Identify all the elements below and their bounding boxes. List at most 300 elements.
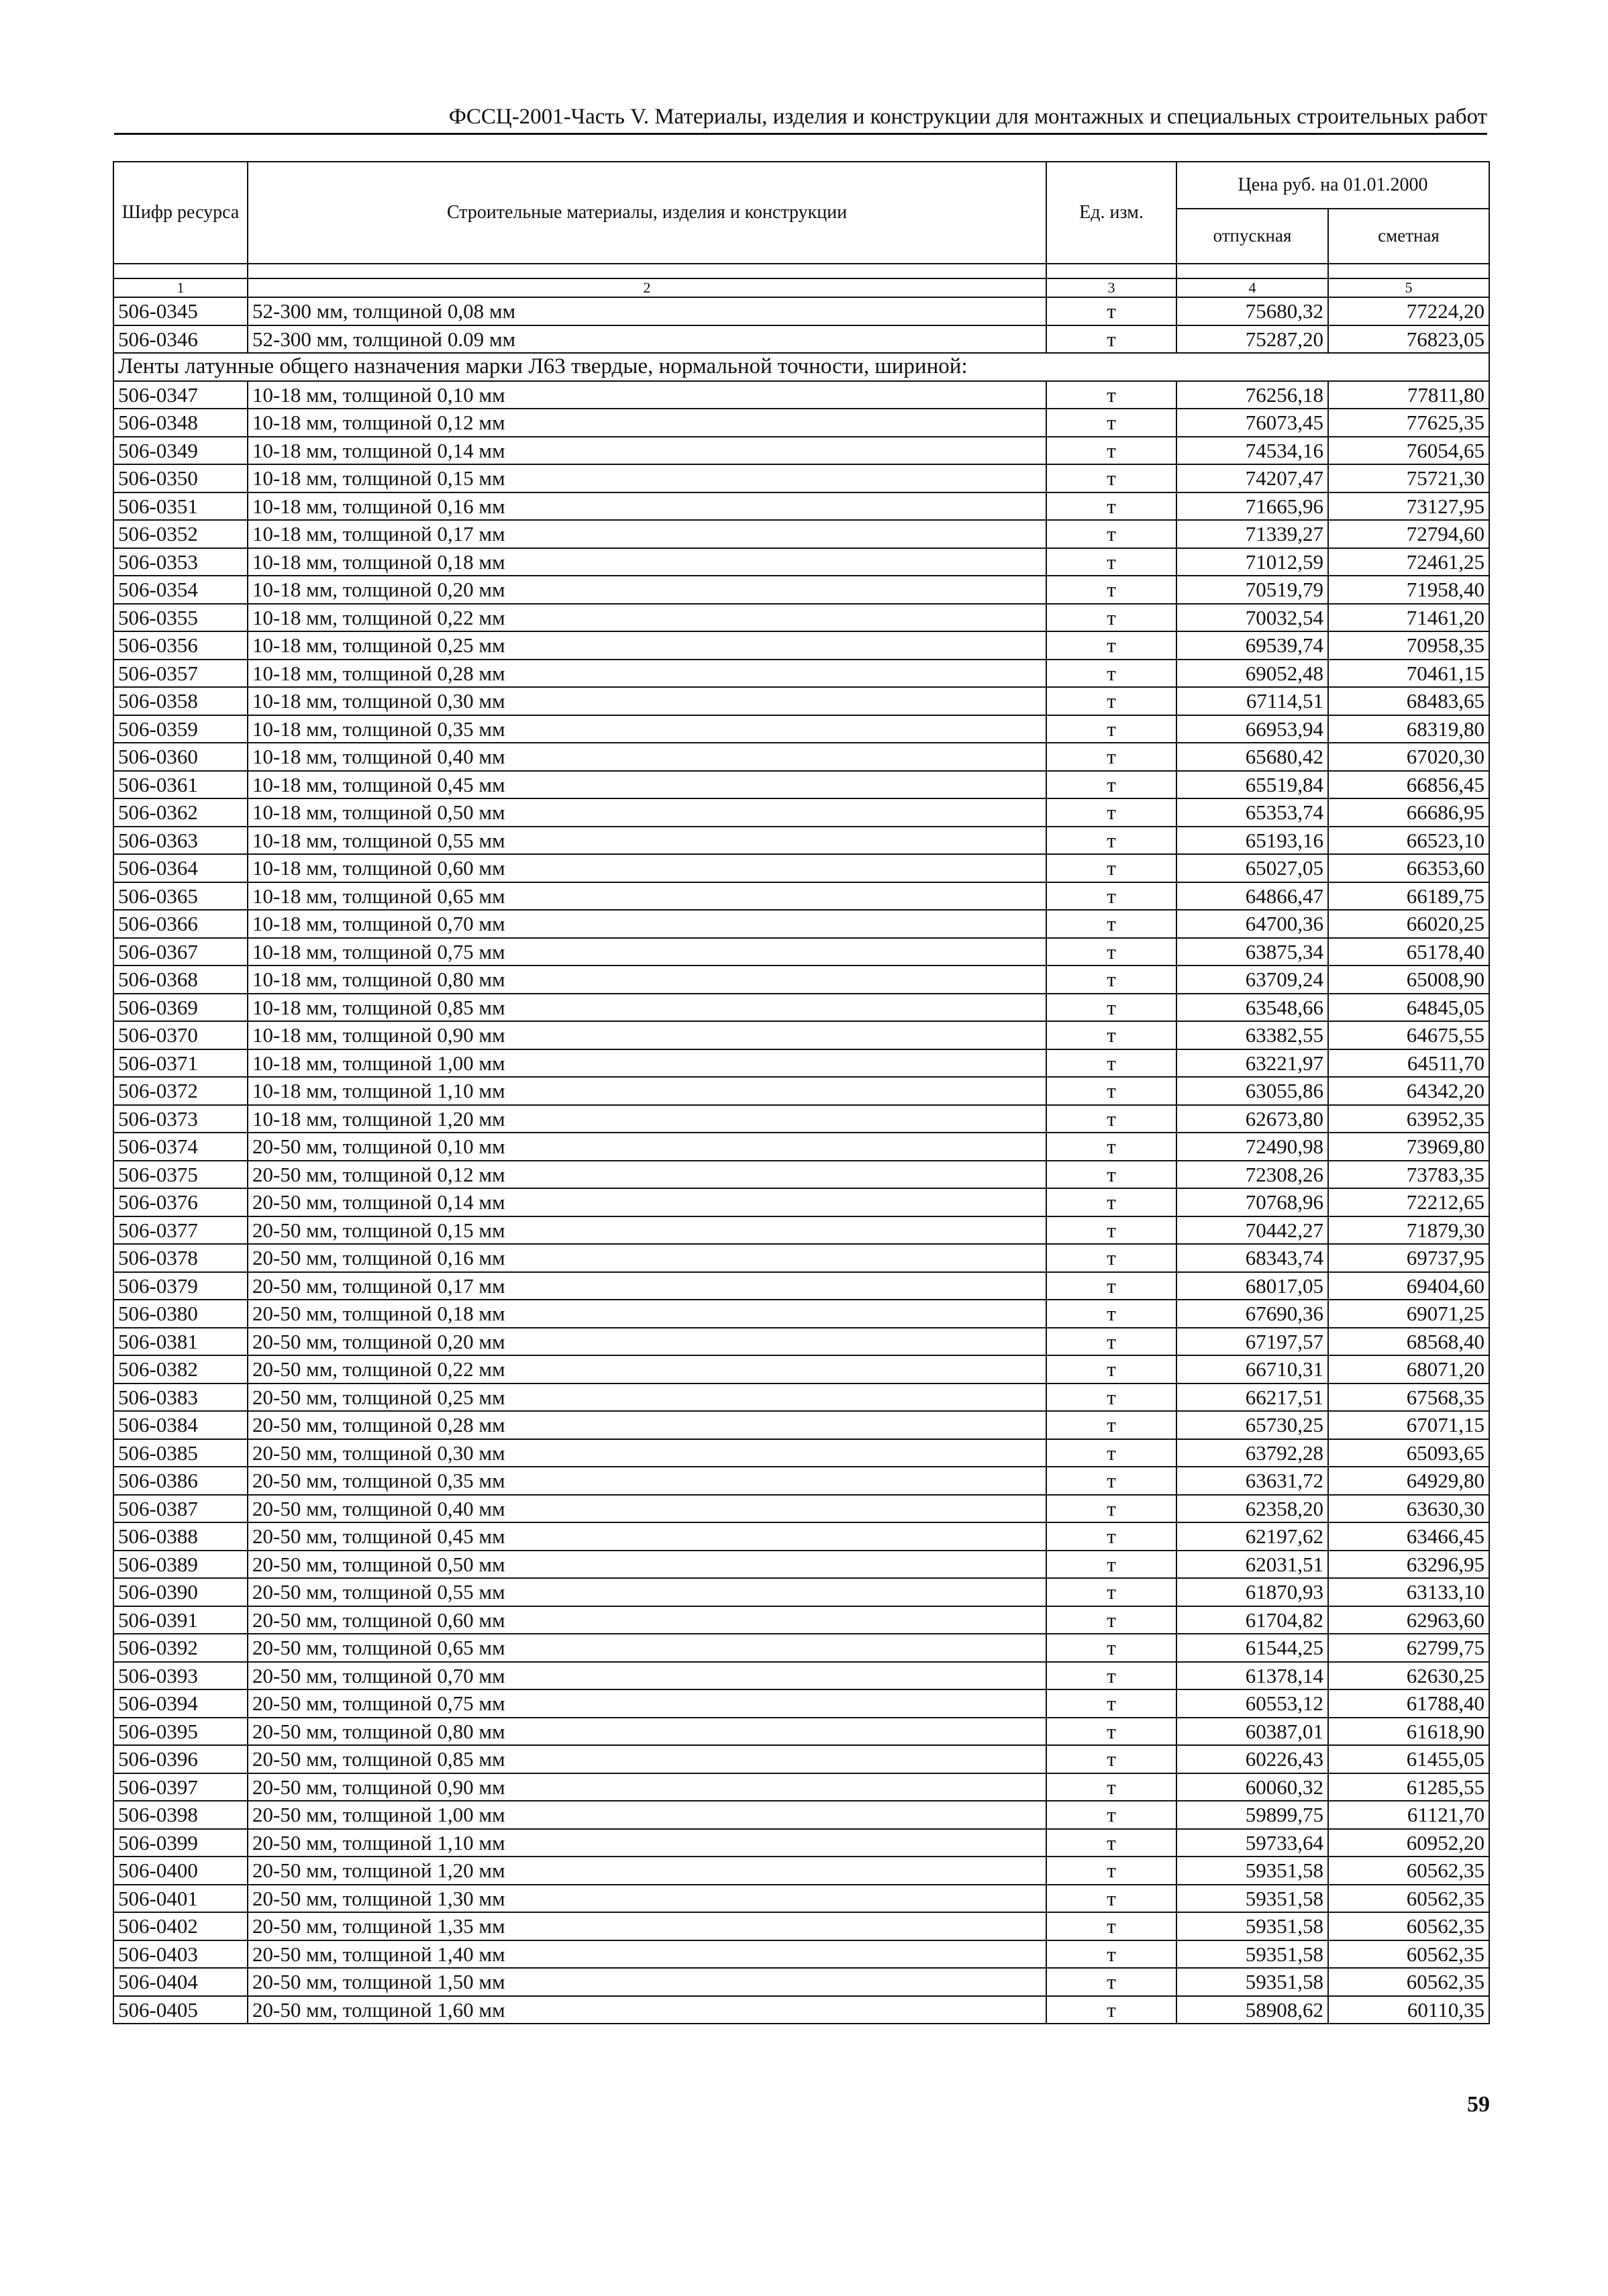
table-row [113, 1634, 1489, 1662]
table-row [113, 1968, 1489, 1996]
material-name-cell: 20-50 мм, толщиной 1,50 мм [248, 1968, 1046, 1996]
release-price-cell: 71339,27 [1176, 520, 1328, 548]
unit-cell: т [1046, 1355, 1176, 1384]
release-price-cell: 65730,25 [1176, 1411, 1328, 1439]
table-row [113, 1021, 1489, 1049]
resource-code-cell: 506-0382 [113, 1355, 248, 1384]
estimate-price-cell: 66353,60 [1328, 854, 1489, 882]
table-row [113, 1522, 1489, 1551]
resource-code-cell: 506-0403 [113, 1940, 248, 1969]
unit-cell: т [1046, 1968, 1176, 1996]
table-row [113, 938, 1489, 966]
table-row [113, 631, 1489, 660]
unit-cell: т [1046, 771, 1176, 799]
material-name-cell: 20-50 мм, толщиной 0,10 мм [248, 1133, 1046, 1161]
table-row [113, 687, 1489, 715]
table-row [113, 1355, 1489, 1384]
table-row [113, 994, 1489, 1022]
release-price-cell: 60060,32 [1176, 1773, 1328, 1802]
table-row [113, 1188, 1489, 1216]
resource-code-cell: 506-0376 [113, 1188, 248, 1216]
table-row [113, 1662, 1489, 1690]
release-price-cell: 71665,96 [1176, 492, 1328, 521]
material-name-cell: 10-18 мм, толщиной 0,90 мм [248, 1021, 1046, 1049]
material-name-cell: 20-50 мм, толщиной 1,00 мм [248, 1801, 1046, 1829]
material-name-cell: 20-50 мм, толщиной 0,28 мм [248, 1411, 1046, 1439]
table-row [113, 910, 1489, 938]
table-row [113, 1829, 1489, 1857]
unit-cell: т [1046, 882, 1176, 910]
material-name-cell: 20-50 мм, толщиной 0,22 мм [248, 1355, 1046, 1384]
unit-cell: т [1046, 437, 1176, 465]
material-name-cell: 20-50 мм, толщиной 0,55 мм [248, 1578, 1046, 1606]
release-price-cell: 59351,58 [1176, 1968, 1328, 1996]
unit-cell: т [1046, 1049, 1176, 1078]
resource-code-cell: 506-0360 [113, 743, 248, 771]
resource-code-cell: 506-0393 [113, 1662, 248, 1690]
estimate-price-cell: 66856,45 [1328, 771, 1489, 799]
estimate-price-cell: 71879,30 [1328, 1216, 1489, 1245]
estimate-price-cell: 61788,40 [1328, 1689, 1489, 1718]
release-price-cell: 68343,74 [1176, 1244, 1328, 1272]
header-price-group: Цена руб. на 01.01.2000 [1176, 162, 1489, 209]
unit-cell: т [1046, 1244, 1176, 1272]
release-price-cell: 63792,28 [1176, 1439, 1328, 1467]
unit-cell: т [1046, 297, 1176, 325]
material-name-cell: 20-50 мм, толщиной 1,60 мм [248, 1996, 1046, 2024]
material-name-cell: 20-50 мм, толщиной 0,65 мм [248, 1634, 1046, 1662]
material-name-cell: 52-300 мм, толщиной 0.09 мм [248, 325, 1046, 354]
table-row [113, 1745, 1489, 1773]
material-name-cell: 20-50 мм, толщиной 0,15 мм [248, 1216, 1046, 1245]
table-row [113, 1411, 1489, 1439]
unit-cell: т [1046, 409, 1176, 437]
release-price-cell: 67690,36 [1176, 1300, 1328, 1328]
estimate-price-cell: 70461,15 [1328, 660, 1489, 688]
resource-code-cell: 506-0401 [113, 1885, 248, 1913]
unit-cell: т [1046, 1467, 1176, 1495]
page-number: 59 [1467, 2092, 1490, 2117]
unit-cell: т [1046, 325, 1176, 354]
material-name-cell: 20-50 мм, толщиной 0,20 мм [248, 1328, 1046, 1356]
material-name-cell: 20-50 мм, толщиной 0,50 мм [248, 1551, 1046, 1579]
resource-code-cell: 506-0385 [113, 1439, 248, 1467]
column-number: 4 [1176, 278, 1328, 297]
resource-code-cell: 506-0361 [113, 771, 248, 799]
unit-cell: т [1046, 660, 1176, 688]
material-name-cell: 10-18 мм, толщиной 1,20 мм [248, 1105, 1046, 1133]
estimate-price-cell: 62630,25 [1328, 1662, 1489, 1690]
material-name-cell: 20-50 мм, толщиной 0,60 мм [248, 1606, 1046, 1634]
table-row [113, 297, 1489, 325]
table-row [113, 1133, 1489, 1161]
resource-code-cell: 506-0352 [113, 520, 248, 548]
column-number: 3 [1046, 278, 1176, 297]
table-row [113, 1105, 1489, 1133]
resource-code-cell: 506-0374 [113, 1133, 248, 1161]
estimate-price-cell: 66020,25 [1328, 910, 1489, 938]
unit-cell: т [1046, 715, 1176, 743]
material-name-cell: 20-50 мм, толщиной 0,25 мм [248, 1384, 1046, 1412]
resource-code-cell: 506-0347 [113, 381, 248, 409]
material-name-cell: 10-18 мм, толщиной 0,30 мм [248, 687, 1046, 715]
table-row [113, 325, 1489, 354]
resource-code-cell: 506-0349 [113, 437, 248, 465]
release-price-cell: 70032,54 [1176, 604, 1328, 632]
table-row [113, 1439, 1489, 1467]
estimate-price-cell: 72794,60 [1328, 520, 1489, 548]
resource-code-cell: 506-0380 [113, 1300, 248, 1328]
estimate-price-cell: 67020,30 [1328, 743, 1489, 771]
material-name-cell: 52-300 мм, толщиной 0,08 мм [248, 297, 1046, 325]
unit-cell: т [1046, 1773, 1176, 1802]
resource-code-cell: 506-0402 [113, 1912, 248, 1940]
release-price-cell: 65680,42 [1176, 743, 1328, 771]
release-price-cell: 63548,66 [1176, 994, 1328, 1022]
unit-cell: т [1046, 576, 1176, 604]
unit-cell: т [1046, 966, 1176, 994]
material-name-cell: 20-50 мм, толщиной 0,80 мм [248, 1718, 1046, 1746]
estimate-price-cell: 69404,60 [1328, 1272, 1489, 1300]
estimate-price-cell: 60562,35 [1328, 1940, 1489, 1969]
material-name-cell: 20-50 мм, толщиной 0,45 мм [248, 1522, 1046, 1551]
estimate-price-cell: 63630,30 [1328, 1495, 1489, 1523]
material-name-cell: 10-18 мм, толщиной 0,55 мм [248, 827, 1046, 855]
unit-cell: т [1046, 1634, 1176, 1662]
release-price-cell: 62358,20 [1176, 1495, 1328, 1523]
estimate-price-cell: 61618,90 [1328, 1718, 1489, 1746]
table-row [113, 1606, 1489, 1634]
estimate-price-cell: 68568,40 [1328, 1328, 1489, 1356]
estimate-price-cell: 73969,80 [1328, 1133, 1489, 1161]
group-heading-row [113, 353, 1489, 381]
material-name-cell: 10-18 мм, толщиной 0,35 мм [248, 715, 1046, 743]
release-price-cell: 59351,58 [1176, 1857, 1328, 1885]
resource-code-cell: 506-0377 [113, 1216, 248, 1245]
table-row [113, 409, 1489, 437]
unit-cell: т [1046, 1411, 1176, 1439]
release-price-cell: 67197,57 [1176, 1328, 1328, 1356]
unit-cell: т [1046, 1105, 1176, 1133]
resource-code-cell: 506-0378 [113, 1244, 248, 1272]
table-body [113, 297, 1489, 2024]
resource-code-cell: 506-0353 [113, 548, 248, 576]
column-number: 2 [248, 278, 1046, 297]
column-number: 5 [1328, 278, 1489, 297]
release-price-cell: 62197,62 [1176, 1522, 1328, 1551]
release-price-cell: 66953,94 [1176, 715, 1328, 743]
material-name-cell: 10-18 мм, толщиной 0,10 мм [248, 381, 1046, 409]
column-number-row [113, 278, 1489, 297]
material-name-cell: 10-18 мм, толщиной 0,75 мм [248, 938, 1046, 966]
table-row [113, 966, 1489, 994]
release-price-cell: 74534,16 [1176, 437, 1328, 465]
unit-cell: т [1046, 1077, 1176, 1105]
resource-code-cell: 506-0345 [113, 297, 248, 325]
table-row [113, 1216, 1489, 1245]
unit-cell: т [1046, 1857, 1176, 1885]
release-price-cell: 63382,55 [1176, 1021, 1328, 1049]
header-name: Строительные материалы, изделия и конструкции [248, 162, 1046, 264]
unit-cell: т [1046, 994, 1176, 1022]
material-name-cell: 20-50 мм, толщиной 0,14 мм [248, 1188, 1046, 1216]
material-name-cell: 10-18 мм, толщиной 0,60 мм [248, 854, 1046, 882]
release-price-cell: 65027,05 [1176, 854, 1328, 882]
resource-code-cell: 506-0365 [113, 882, 248, 910]
header-spacer [113, 264, 1489, 278]
unit-cell: т [1046, 1133, 1176, 1161]
unit-cell: т [1046, 1801, 1176, 1829]
table-row [113, 1077, 1489, 1105]
estimate-price-cell: 63296,95 [1328, 1551, 1489, 1579]
release-price-cell: 69052,48 [1176, 660, 1328, 688]
estimate-price-cell: 77625,35 [1328, 409, 1489, 437]
resource-code-cell: 506-0362 [113, 798, 248, 827]
table-row [113, 798, 1489, 827]
material-name-cell: 10-18 мм, толщиной 0,20 мм [248, 576, 1046, 604]
table-row [113, 1161, 1489, 1189]
unit-cell: т [1046, 1188, 1176, 1216]
table-row [113, 1384, 1489, 1412]
release-price-cell: 63221,97 [1176, 1049, 1328, 1078]
release-price-cell: 61378,14 [1176, 1662, 1328, 1690]
unit-cell: т [1046, 1745, 1176, 1773]
table-row [113, 1495, 1489, 1523]
estimate-price-cell: 61285,55 [1328, 1773, 1489, 1802]
material-name-cell: 20-50 мм, толщиной 1,30 мм [248, 1885, 1046, 1913]
unit-cell: т [1046, 1495, 1176, 1523]
estimate-price-cell: 61455,05 [1328, 1745, 1489, 1773]
table-row [113, 1885, 1489, 1913]
estimate-price-cell: 63466,45 [1328, 1522, 1489, 1551]
resource-code-cell: 506-0388 [113, 1522, 248, 1551]
estimate-price-cell: 64675,55 [1328, 1021, 1489, 1049]
table-row [113, 576, 1489, 604]
table-row [113, 1689, 1489, 1718]
release-price-cell: 60387,01 [1176, 1718, 1328, 1746]
release-price-cell: 59733,64 [1176, 1829, 1328, 1857]
estimate-price-cell: 62799,75 [1328, 1634, 1489, 1662]
release-price-cell: 67114,51 [1176, 687, 1328, 715]
release-price-cell: 66217,51 [1176, 1384, 1328, 1412]
resource-code-cell: 506-0359 [113, 715, 248, 743]
release-price-cell: 75680,32 [1176, 297, 1328, 325]
estimate-price-cell: 60562,35 [1328, 1857, 1489, 1885]
release-price-cell: 76256,18 [1176, 381, 1328, 409]
table-row [113, 520, 1489, 548]
column-number: 1 [113, 278, 248, 297]
release-price-cell: 69539,74 [1176, 631, 1328, 660]
release-price-cell: 63631,72 [1176, 1467, 1328, 1495]
header-code: Шифр ресурса [113, 162, 248, 264]
release-price-cell: 75287,20 [1176, 325, 1328, 354]
unit-cell: т [1046, 1439, 1176, 1467]
resource-code-cell: 506-0384 [113, 1411, 248, 1439]
estimate-price-cell: 64845,05 [1328, 994, 1489, 1022]
resource-code-cell: 506-0395 [113, 1718, 248, 1746]
unit-cell: т [1046, 910, 1176, 938]
release-price-cell: 59351,58 [1176, 1912, 1328, 1940]
estimate-price-cell: 69737,95 [1328, 1244, 1489, 1272]
unit-cell: т [1046, 1940, 1176, 1969]
unit-cell: т [1046, 1829, 1176, 1857]
table-row [113, 1244, 1489, 1272]
estimate-price-cell: 63952,35 [1328, 1105, 1489, 1133]
resource-code-cell: 506-0397 [113, 1773, 248, 1802]
release-price-cell: 61544,25 [1176, 1634, 1328, 1662]
table-row [113, 1773, 1489, 1802]
estimate-price-cell: 60562,35 [1328, 1968, 1489, 1996]
table-row [113, 743, 1489, 771]
resource-code-cell: 506-0400 [113, 1857, 248, 1885]
resource-code-cell: 506-0396 [113, 1745, 248, 1773]
resource-code-cell: 506-0383 [113, 1384, 248, 1412]
release-price-cell: 65519,84 [1176, 771, 1328, 799]
unit-cell: т [1046, 1718, 1176, 1746]
release-price-cell: 61870,93 [1176, 1578, 1328, 1606]
table-row [113, 1801, 1489, 1829]
table-row [113, 381, 1489, 409]
table-row [113, 1578, 1489, 1606]
estimate-price-cell: 65178,40 [1328, 938, 1489, 966]
unit-cell: т [1046, 1272, 1176, 1300]
resource-code-cell: 506-0392 [113, 1634, 248, 1662]
resource-code-cell: 506-0356 [113, 631, 248, 660]
resource-code-cell: 506-0371 [113, 1049, 248, 1078]
release-price-cell: 62673,80 [1176, 1105, 1328, 1133]
unit-cell: т [1046, 1551, 1176, 1579]
material-name-cell: 10-18 мм, толщиной 0,45 мм [248, 771, 1046, 799]
material-name-cell: 10-18 мм, толщиной 1,10 мм [248, 1077, 1046, 1105]
release-price-cell: 66710,31 [1176, 1355, 1328, 1384]
resource-code-cell: 506-0390 [113, 1578, 248, 1606]
table-row [113, 1467, 1489, 1495]
table-row [113, 715, 1489, 743]
resource-code-cell: 506-0367 [113, 938, 248, 966]
estimate-price-cell: 77224,20 [1328, 297, 1489, 325]
header-unit: Ед. изм. [1046, 162, 1176, 264]
material-name-cell: 10-18 мм, толщиной 0,40 мм [248, 743, 1046, 771]
material-name-cell: 10-18 мм, толщиной 1,00 мм [248, 1049, 1046, 1078]
unit-cell: т [1046, 827, 1176, 855]
release-price-cell: 62031,51 [1176, 1551, 1328, 1579]
estimate-price-cell: 75721,30 [1328, 464, 1489, 492]
unit-cell: т [1046, 1328, 1176, 1356]
resource-code-cell: 506-0399 [113, 1829, 248, 1857]
estimate-price-cell: 67071,15 [1328, 1411, 1489, 1439]
unit-cell: т [1046, 1522, 1176, 1551]
estimate-price-cell: 64511,70 [1328, 1049, 1489, 1078]
table-row [113, 1049, 1489, 1078]
running-title: ФССЦ-2001-Часть V. Материалы, изделия и конструкции для монтажных и специальных строительных работ [448, 105, 1487, 129]
material-name-cell: 10-18 мм, толщиной 0,22 мм [248, 604, 1046, 632]
material-name-cell: 20-50 мм, толщиной 1,10 мм [248, 1829, 1046, 1857]
unit-cell: т [1046, 854, 1176, 882]
release-price-cell: 59351,58 [1176, 1940, 1328, 1969]
table-row [113, 660, 1489, 688]
resource-code-cell: 506-0379 [113, 1272, 248, 1300]
release-price-cell: 72308,26 [1176, 1161, 1328, 1189]
estimate-price-cell: 65008,90 [1328, 966, 1489, 994]
table-row [113, 492, 1489, 521]
release-price-cell: 63875,34 [1176, 938, 1328, 966]
material-name-cell: 10-18 мм, толщиной 0,50 мм [248, 798, 1046, 827]
estimate-price-cell: 76823,05 [1328, 325, 1489, 354]
resource-code-cell: 506-0366 [113, 910, 248, 938]
estimate-price-cell: 73127,95 [1328, 492, 1489, 521]
resource-code-cell: 506-0404 [113, 1968, 248, 1996]
release-price-cell: 74207,47 [1176, 464, 1328, 492]
estimate-price-cell: 68071,20 [1328, 1355, 1489, 1384]
material-name-cell: 10-18 мм, толщиной 0,80 мм [248, 966, 1046, 994]
material-name-cell: 10-18 мм, толщиной 0,12 мм [248, 409, 1046, 437]
header-estimate: сметная [1328, 209, 1489, 264]
estimate-price-cell: 66189,75 [1328, 882, 1489, 910]
release-price-cell: 65353,74 [1176, 798, 1328, 827]
resource-code-cell: 506-0405 [113, 1996, 248, 2024]
estimate-price-cell: 64342,20 [1328, 1077, 1489, 1105]
table-row [113, 464, 1489, 492]
unit-cell: т [1046, 464, 1176, 492]
material-name-cell: 20-50 мм, толщиной 0,85 мм [248, 1745, 1046, 1773]
release-price-cell: 68017,05 [1176, 1272, 1328, 1300]
estimate-price-cell: 62963,60 [1328, 1606, 1489, 1634]
table-row [113, 437, 1489, 465]
material-name-cell: 10-18 мм, толщиной 0,85 мм [248, 994, 1046, 1022]
material-name-cell: 20-50 мм, толщиной 0,40 мм [248, 1495, 1046, 1523]
unit-cell: т [1046, 1216, 1176, 1245]
resource-code-cell: 506-0350 [113, 464, 248, 492]
resource-code-cell: 506-0372 [113, 1077, 248, 1105]
resource-code-cell: 506-0398 [113, 1801, 248, 1829]
unit-cell: т [1046, 1689, 1176, 1718]
material-name-cell: 20-50 мм, толщиной 1,40 мм [248, 1940, 1046, 1969]
table-row [113, 604, 1489, 632]
table-row [113, 1912, 1489, 1940]
unit-cell: т [1046, 1662, 1176, 1690]
unit-cell: т [1046, 1912, 1176, 1940]
release-price-cell: 61704,82 [1176, 1606, 1328, 1634]
estimate-price-cell: 68483,65 [1328, 687, 1489, 715]
table-row [113, 771, 1489, 799]
table-row [113, 827, 1489, 855]
material-name-cell: 20-50 мм, толщиной 1,20 мм [248, 1857, 1046, 1885]
material-name-cell: 20-50 мм, толщиной 0,90 мм [248, 1773, 1046, 1802]
resource-code-cell: 506-0387 [113, 1495, 248, 1523]
estimate-price-cell: 68319,80 [1328, 715, 1489, 743]
estimate-price-cell: 65093,65 [1328, 1439, 1489, 1467]
table-row [113, 1940, 1489, 1969]
table-row [113, 882, 1489, 910]
resource-code-cell: 506-0386 [113, 1467, 248, 1495]
estimate-price-cell: 71461,20 [1328, 604, 1489, 632]
estimate-price-cell: 60562,35 [1328, 1912, 1489, 1940]
estimate-price-cell: 61121,70 [1328, 1801, 1489, 1829]
table-row [113, 1272, 1489, 1300]
estimate-price-cell: 66686,95 [1328, 798, 1489, 827]
table-row [113, 1718, 1489, 1746]
material-name-cell: 20-50 мм, толщиной 1,35 мм [248, 1912, 1046, 1940]
resource-code-cell: 506-0364 [113, 854, 248, 882]
price-table [113, 161, 1490, 2024]
material-name-cell: 20-50 мм, толщиной 0,30 мм [248, 1439, 1046, 1467]
release-price-cell: 64700,36 [1176, 910, 1328, 938]
resource-code-cell: 506-0375 [113, 1161, 248, 1189]
release-price-cell: 64866,47 [1176, 882, 1328, 910]
table-row [113, 1551, 1489, 1579]
material-name-cell: 20-50 мм, толщиной 0,16 мм [248, 1244, 1046, 1272]
resource-code-cell: 506-0394 [113, 1689, 248, 1718]
